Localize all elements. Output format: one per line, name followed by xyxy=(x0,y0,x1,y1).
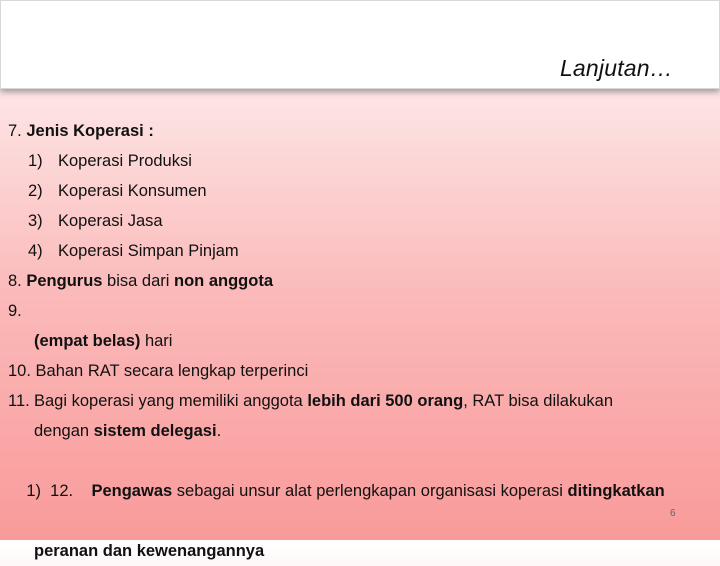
list-item-10 xyxy=(8,356,714,386)
item-number: 9. xyxy=(8,302,22,320)
list-item-12 xyxy=(8,446,714,536)
list-item-11 xyxy=(8,386,714,416)
item-number: 1) 12. xyxy=(26,482,92,500)
sub-item-text: Koperasi Produksi xyxy=(58,152,192,170)
item-bold-text: lebih dari 500 orang xyxy=(307,392,464,410)
sub-item-number: 1) xyxy=(28,152,43,170)
item-heading: Jenis Koperasi : xyxy=(26,122,154,140)
item-text: 10. Bahan RAT secara lengkap terperinci xyxy=(8,362,309,380)
item-bold-text: (empat belas) xyxy=(34,332,141,350)
page-number: 6 xyxy=(670,508,676,519)
list-item-7 xyxy=(8,116,714,146)
sub-list-item xyxy=(8,176,714,206)
sub-item-number: 4) xyxy=(28,242,43,260)
item-text: hari xyxy=(140,332,173,350)
slide-title: Lanjutan… xyxy=(559,55,673,81)
slide-body xyxy=(8,116,714,566)
item-text: , RAT bisa dilakukan xyxy=(463,392,614,410)
item-bold-text: non anggota xyxy=(174,272,273,290)
item-number: 11. xyxy=(8,392,30,410)
list-item-11-continuation xyxy=(8,416,714,446)
sub-item-number: 2) xyxy=(28,182,43,200)
sub-list-item xyxy=(8,206,714,236)
item-text: Bagi koperasi yang memiliki anggota xyxy=(34,392,308,410)
item-bold-text: Pengurus xyxy=(26,272,103,290)
item-number: 8. xyxy=(8,272,27,290)
sub-item-text: Koperasi Konsumen xyxy=(58,182,207,200)
sub-list-item xyxy=(8,146,714,176)
sub-list-item xyxy=(8,236,714,266)
list-item-8 xyxy=(8,266,714,296)
item-number: 7. xyxy=(8,122,27,140)
item-text: dengan xyxy=(34,422,94,440)
list-item-9 xyxy=(8,296,714,326)
list-item-12-continuation xyxy=(8,536,714,566)
item-text: sebagai unsur alat perlengkapan organisasi koperasi xyxy=(172,482,568,500)
item-bold-text: ditingkatkan xyxy=(567,482,665,500)
item-text: . xyxy=(216,422,222,440)
sub-item-number: 3) xyxy=(28,212,43,230)
sub-item-text: Koperasi Simpan Pinjam xyxy=(58,242,239,260)
item-bold-text: sistem delegasi xyxy=(93,422,217,440)
item-bold-text: peranan dan kewenangannya xyxy=(34,542,265,560)
sub-item-text: Koperasi Jasa xyxy=(58,212,163,230)
item-text: bisa dari xyxy=(102,272,175,290)
list-item-9-continuation xyxy=(8,326,714,356)
item-bold-text: Pengawas xyxy=(91,482,173,500)
slide-header xyxy=(0,0,720,89)
